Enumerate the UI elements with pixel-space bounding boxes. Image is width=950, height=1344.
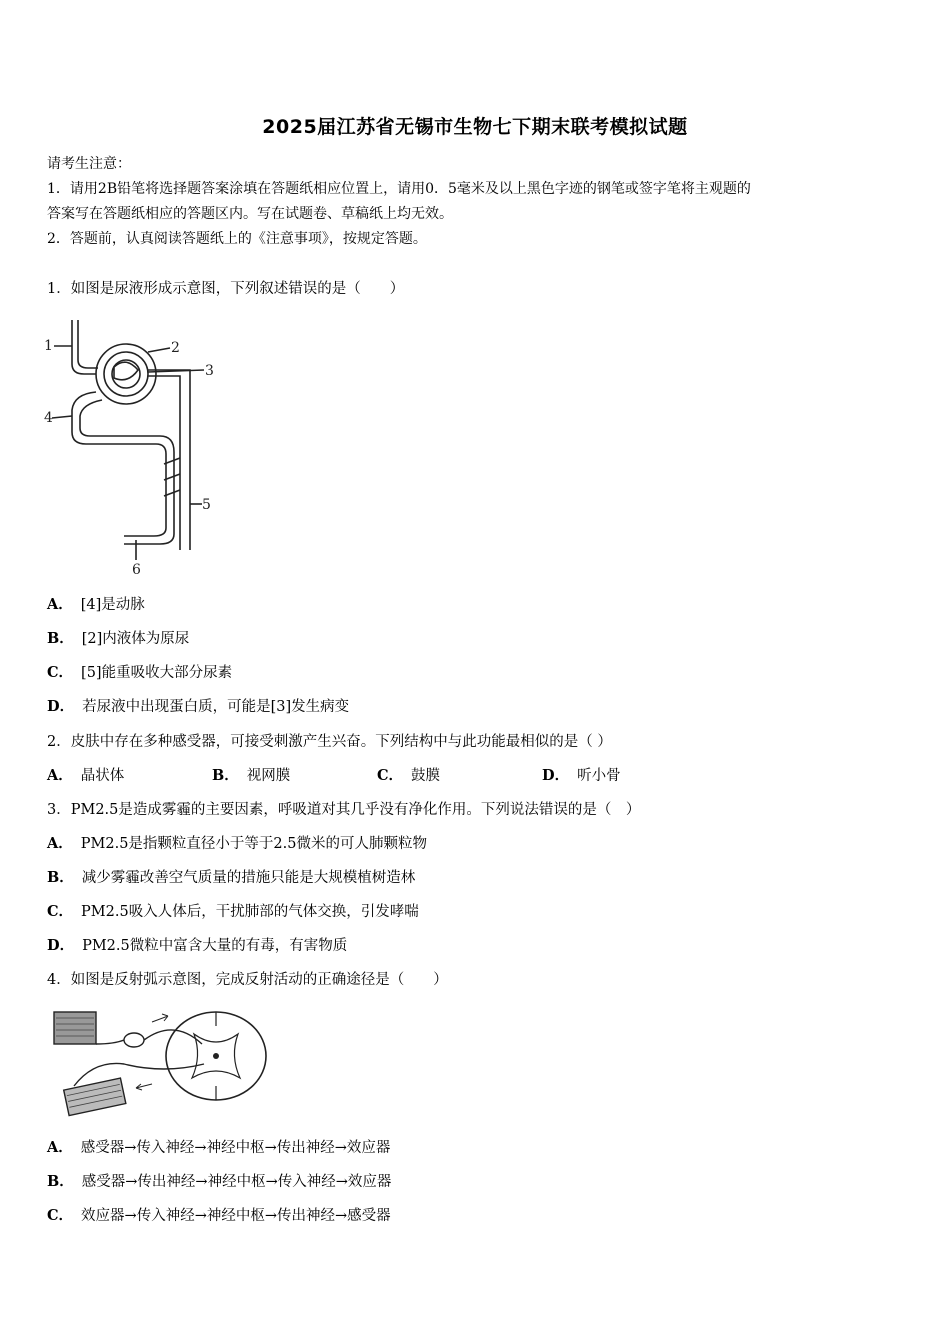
q1-option-a: A． [4]是动脉 [47, 596, 145, 613]
q1-option-d: D． 若尿液中出现蛋白质，可能是[3]发生病变 [47, 698, 350, 715]
label-2: 2 [171, 340, 180, 356]
q4-option-b: B． 感受器→传出神经→神经中枢→传入神经→效应器 [47, 1173, 392, 1190]
label-3: 3 [205, 363, 214, 379]
q3-option-c: C． PM2.5吸入人体后，干扰肺部的气体交换，引发哮喘 [47, 903, 419, 920]
notice-item-1: 1．请用2B铅笔将选择题答案涂填在答题纸相应位置上，请用0．5毫米及以上黑色字迹的钢笔或签字笔将主观题的 [47, 181, 751, 197]
label-6: 6 [132, 562, 141, 578]
q1-option-c: C． [5]能重吸收大部分尿素 [47, 664, 233, 681]
notice-item-2: 2．答题前，认真阅读答题纸上的《注意事项》，按规定答题。 [47, 231, 427, 247]
question-3-stem: 3．PM2.5是造成雾霾的主要因素，呼吸道对其几乎没有净化作用。下列说法错误的是（ ） [47, 802, 641, 818]
question-4-stem: 4．如图是反射弧示意图，完成反射活动的正确途径是（ ） [47, 972, 448, 988]
q3-option-b: B． 减少雾霾改善空气质量的措施只能是大规模植树造林 [47, 869, 416, 886]
label-5: 5 [202, 497, 211, 513]
label-1: 1 [44, 338, 53, 354]
q3-option-d: D． PM2.5微粒中富含大量的有毒，有害物质 [47, 937, 348, 954]
q2-options [47, 764, 621, 785]
question-2-stem: 2．皮肤中存在多种感受器，可接受刺激产生兴奋。下列结构中与此功能最相似的是（ ） [47, 734, 612, 750]
question-1-stem: 1．如图是尿液形成示意图，下列叙述错误的是（ ） [47, 281, 405, 297]
q4-option-a: A． 感受器→传入神经→神经中枢→传出神经→效应器 [47, 1139, 391, 1156]
q1-option-b: B． [2]内液体为原尿 [47, 630, 190, 647]
q3-option-a: A． PM2.5是指颗粒直径小于等于2.5微米的可人肺颗粒物 [47, 835, 427, 852]
notice-heading: 请考生注意： [47, 156, 131, 172]
nephron-diagram [44, 312, 219, 580]
q2-option-b: B． 视网膜 [212, 767, 291, 784]
q2-option-c: C． 鼓膜 [377, 767, 441, 784]
label-4: 4 [44, 410, 53, 426]
q2-option-d: D． 听小骨 [542, 767, 621, 784]
q2-option-a: A． 晶状体 [47, 767, 125, 784]
document-title: 2025届江苏省无锡市生物七下期末联考模拟试题 [262, 116, 688, 138]
q4-option-c: C． 效应器→传入神经→神经中枢→传出神经→感受器 [47, 1207, 391, 1224]
reflex-arc-diagram [44, 1004, 274, 1124]
notice-item-1-cont: 答案写在答题纸相应的答题区内。写在试题卷、草稿纸上均无效。 [47, 206, 453, 222]
